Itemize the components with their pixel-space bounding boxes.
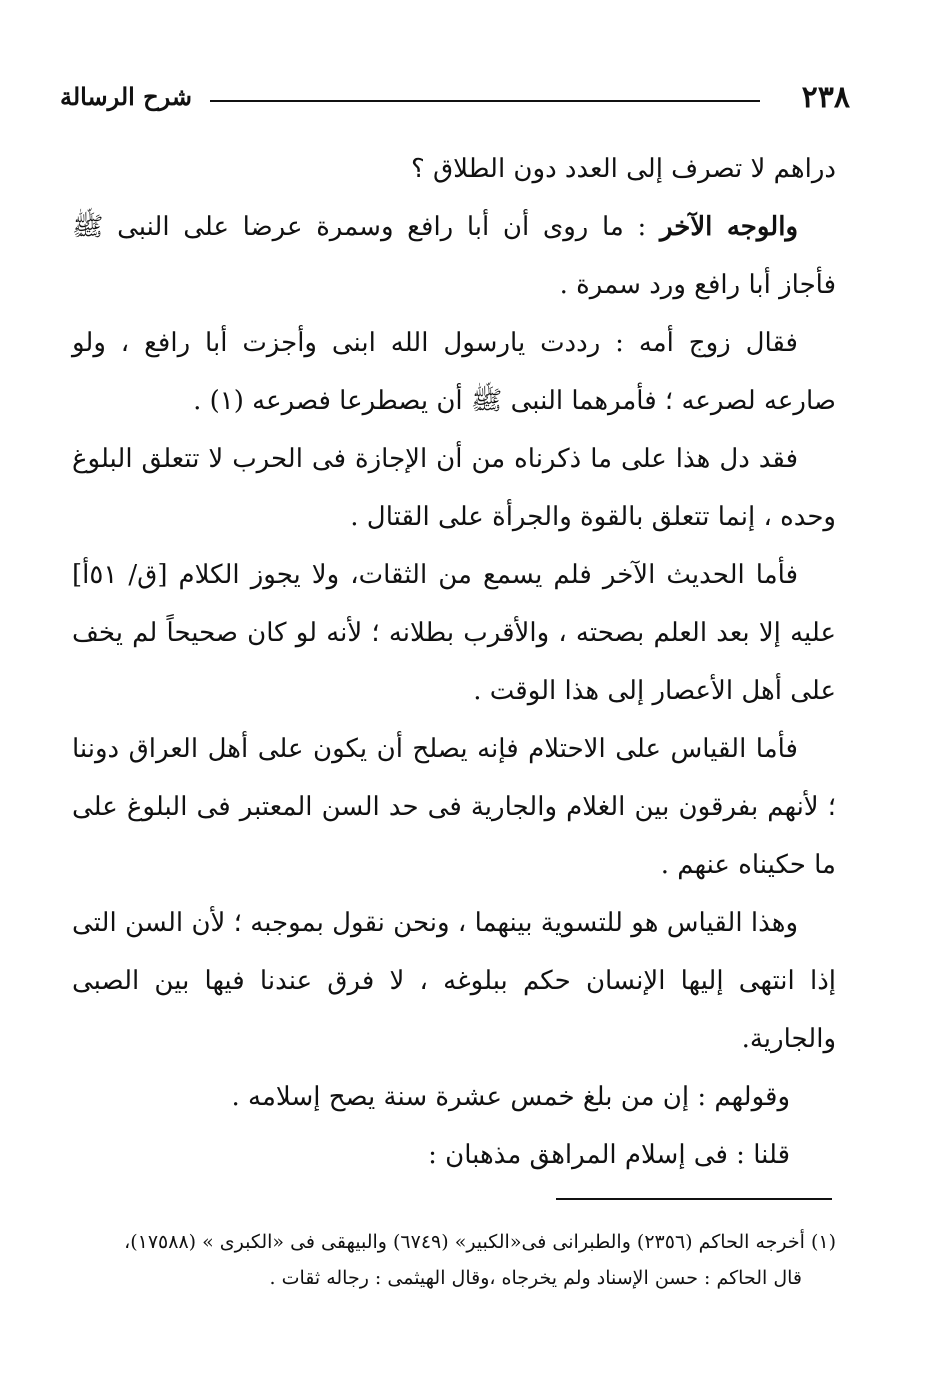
paragraph-text: : ما روى أن أبا رافع وسمرة عرضا على النبى ﷺ فأجاز أبا رافع ورد سمرة . — [72, 212, 836, 300]
footnote-rule — [556, 1198, 832, 1200]
main-text — [72, 140, 836, 1184]
paragraph: قلنا : فى إسلام المراهق مذهبان : — [428, 1140, 790, 1170]
paragraph: فقال زوج أمه : رددت يارسول الله ابنى وأجزت أبا رافع ، ولو صارعه لصرعه ؛ فأمرهما النبى ﷺ أن يصطرعا فصرعه (١) . — [72, 328, 836, 416]
section-lead: والوجه الآخر — [659, 212, 798, 242]
paragraph: فأما الحديث الآخر فلم يسمع من الثقات، ولا يجوز الكلام [ق/ ٥١أ] عليه إلا بعد العلم بصحته ، والأقرب بطلانه ؛ لأنه لو كان صحيحاً لم يخف على أهل الأعصار إلى هذا الوقت . — [72, 560, 836, 706]
paragraph — [72, 198, 836, 314]
paragraph: فقد دل هذا على ما ذكرناه من أن الإجازة فى الحرب لا تتعلق البلوغ وحده ، إنما تتعلق بالقوة والجرأة على القتال . — [72, 444, 836, 532]
page-header — [60, 80, 850, 126]
running-title: شرح الرسالة — [60, 82, 193, 111]
header-rule — [210, 100, 760, 102]
footnotes — [72, 1224, 836, 1296]
footnote-line: قال الحاكم : حسن الإسناد ولم يخرجاه ،وقال الهيثمى : رجاله ثقات . — [269, 1267, 802, 1289]
paragraph: وقولهم : إن من بلغ خمس عشرة سنة يصح إسلامه . — [231, 1082, 790, 1112]
paragraph: وهذا القياس هو للتسوية بينهما ، ونحن نقول بموجبه ؛ لأن السن التى إذا انتهى إليها الإنسان حكم ببلوغه ، لا فرق عندنا فيها بين الصبى والجارية. — [72, 908, 836, 1054]
paragraph: فأما القياس على الاحتلام فإنه يصلح أن يكون على أهل العراق دوننا ؛ لأنهم بفرقون بين الغلام والجارية فى حد السن المعتبر فى البلوغ على ما حكيناه عنهم . — [72, 734, 836, 880]
page-number: ٢٣٨ — [801, 80, 850, 115]
paragraph: دراهم لا تصرف إلى العدد دون الطلاق ؟ — [410, 154, 836, 184]
footnote-line: (١) أخرجه الحاكم (٢٣٥٦) والطبرانى فى«الكبير» (٦٧٤٩) والبيهقى فى «الكبرى » (١٧٥٨٨)، — [124, 1231, 836, 1253]
